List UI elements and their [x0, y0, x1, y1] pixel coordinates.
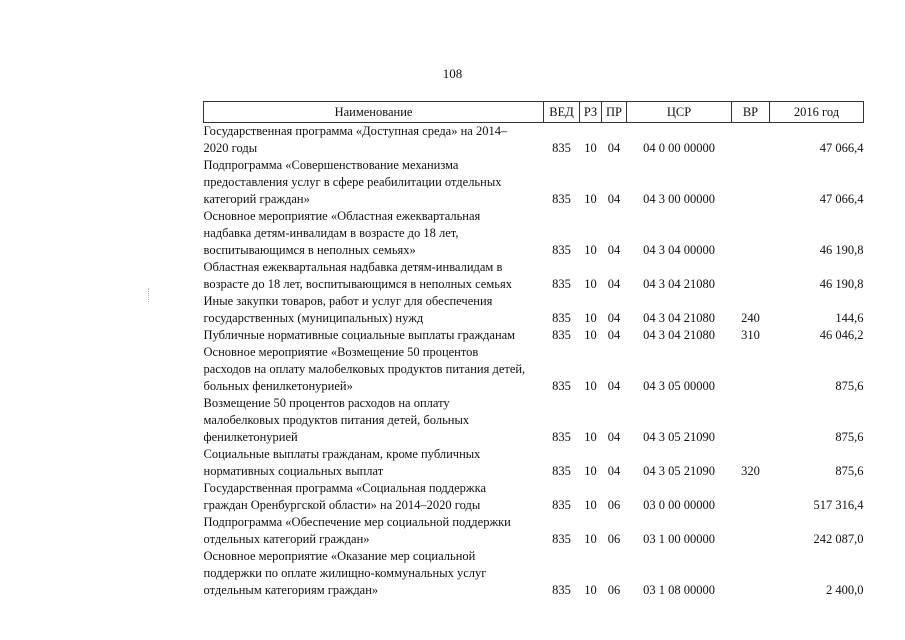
row-pr: 06 [607, 583, 621, 597]
row-rz: 10 [584, 311, 597, 325]
row-amount: 46 190,8 [819, 243, 864, 257]
row-name-line: Публичные нормативные социальные выплаты гражданам [203, 328, 516, 342]
row-amount: 46 190,8 [819, 277, 864, 291]
row-vr [732, 548, 770, 599]
row-ved: 835 [552, 328, 571, 342]
row-rz: 10 [584, 379, 597, 393]
header-rz: РЗ [580, 102, 602, 123]
row-rz: 10 [584, 141, 597, 155]
table-row [204, 293, 864, 327]
row-pr: 04 [607, 464, 621, 478]
table-row [204, 480, 864, 514]
table-header-row [204, 102, 864, 123]
row-name-line: Основное мероприятие «Оказание мер социальной [203, 549, 476, 563]
row-name-line: отдельных категорий граждан» [203, 532, 370, 546]
row-ved: 835 [552, 464, 571, 478]
header-year: 2016 год [770, 102, 864, 123]
row-pr: 04 [607, 243, 621, 257]
row-ved: 835 [552, 311, 571, 325]
row-name-line: 2020 годы [203, 141, 258, 155]
row-name [204, 123, 544, 158]
row-name-line: отдельным категориям граждан» [203, 583, 379, 597]
row-ved: 835 [552, 277, 571, 291]
row-name-line: поддержки по оплате жилищно-коммунальных услуг [203, 566, 487, 580]
row-csr: 04 3 04 21080 [643, 311, 715, 325]
row-name-line: Иные закупки товаров, работ и услуг для обеспечения [203, 294, 493, 308]
row-csr: 03 1 08 00000 [643, 583, 715, 597]
row-rz: 10 [584, 430, 597, 444]
row-name [204, 514, 544, 548]
table-row [204, 208, 864, 259]
row-ved: 835 [552, 192, 571, 206]
row-csr: 04 3 04 21080 [643, 277, 715, 291]
row-name-line: нормативных социальных выплат [203, 464, 384, 478]
table-row [204, 548, 864, 599]
row-name-line: Основное мероприятие «Возмещение 50 процентов [203, 345, 479, 359]
row-ved: 835 [552, 243, 571, 257]
table-row [204, 123, 864, 158]
header-name: Наименование [204, 102, 544, 123]
row-name-line: возрасте до 18 лет, воспитывающимся в неполных семьях [203, 277, 512, 291]
row-vr [732, 157, 770, 208]
row-pr: 06 [607, 532, 621, 546]
row-name-line: малобелковых продуктов питания детей, больных [203, 413, 470, 427]
row-vr [732, 395, 770, 446]
row-name-line: надбавка детям-инвалидам в возрасте до 18 лет, [203, 226, 459, 240]
row-vr [732, 259, 770, 293]
row-name-line: Основное мероприятие «Областная ежеквартальная [203, 209, 481, 223]
header-ved: ВЕД [544, 102, 580, 123]
row-pr: 04 [607, 328, 621, 342]
row-amount: 46 046,2 [819, 328, 864, 342]
row-amount: 47 066,4 [819, 192, 864, 206]
row-vr: 240 [741, 311, 760, 325]
row-vr [732, 514, 770, 548]
row-csr: 04 3 00 00000 [643, 192, 715, 206]
row-pr: 06 [607, 498, 621, 512]
row-name [204, 446, 544, 480]
header-vr: ВР [732, 102, 770, 123]
row-name-line: граждан Оренбургской области» на 2014–2020 годы [203, 498, 481, 512]
row-name-line: Подпрограмма «Обеспечение мер социальной поддержки [203, 515, 511, 529]
row-ved: 835 [552, 532, 571, 546]
row-name [204, 208, 544, 259]
row-name [204, 395, 544, 446]
budget-table [203, 101, 864, 599]
row-pr: 04 [607, 277, 621, 291]
row-ved: 835 [552, 583, 571, 597]
row-name [204, 293, 544, 327]
row-csr: 04 3 05 21090 [643, 464, 715, 478]
row-csr: 03 1 00 00000 [643, 532, 715, 546]
header-csr: ЦСР [627, 102, 732, 123]
row-rz: 10 [584, 583, 597, 597]
row-rz: 10 [584, 464, 597, 478]
row-amount: 47 066,4 [819, 141, 864, 155]
row-name-line: Государственная программа «Социальная поддержка [203, 481, 486, 495]
row-csr: 04 0 00 00000 [643, 141, 715, 155]
row-vr [732, 208, 770, 259]
row-name [204, 157, 544, 208]
row-name-line: воспитывающимся в неполных семьях» [203, 243, 416, 257]
row-name-line: категорий граждан» [203, 192, 310, 206]
table-row [204, 514, 864, 548]
row-name-line: государственных (муниципальных) нужд [203, 311, 424, 325]
row-name-line: Возмещение 50 процентов расходов на оплату [203, 396, 450, 410]
row-pr: 04 [607, 192, 621, 206]
row-name [204, 480, 544, 514]
table-row [204, 327, 864, 344]
row-amount: 144,6 [835, 311, 864, 325]
row-rz: 10 [584, 277, 597, 291]
row-rz: 10 [584, 192, 597, 206]
row-vr [732, 123, 770, 158]
table-row [204, 344, 864, 395]
row-name [204, 344, 544, 395]
row-name-line: предоставления услуг в сфере реабилитации отдельных [203, 175, 502, 189]
row-csr: 04 3 05 21090 [643, 430, 715, 444]
row-pr: 04 [607, 311, 621, 325]
row-csr: 04 3 04 21080 [643, 328, 715, 342]
row-ved: 835 [552, 379, 571, 393]
row-name-line: Социальные выплаты гражданам, кроме публичных [203, 447, 481, 461]
row-ved: 835 [552, 430, 571, 444]
row-amount: 517 316,4 [813, 498, 864, 512]
table-row [204, 395, 864, 446]
row-csr: 04 3 04 00000 [643, 243, 715, 257]
row-name-line: фенилкетонурией [203, 430, 298, 444]
row-name-line: расходов на оплату малобелковых продуктов питания детей, [203, 362, 526, 376]
row-name-line: Государственная программа «Доступная среда» на 2014– [203, 124, 508, 138]
header-pr: ПР [602, 102, 627, 123]
table-row [204, 446, 864, 480]
margin-mark [148, 288, 155, 302]
row-vr [732, 344, 770, 395]
row-name [204, 327, 544, 344]
row-rz: 10 [584, 328, 597, 342]
table-row [204, 157, 864, 208]
row-rz: 10 [584, 532, 597, 546]
table-row [204, 259, 864, 293]
page-number: 108 [442, 66, 463, 81]
row-amount: 875,6 [835, 464, 864, 478]
row-pr: 04 [607, 430, 621, 444]
row-pr: 04 [607, 379, 621, 393]
row-name-line: Подпрограмма «Совершенствование механизма [203, 158, 459, 172]
row-name-line: больных фенилкетонурией» [203, 379, 353, 393]
row-csr: 03 0 00 00000 [643, 498, 715, 512]
row-amount: 242 087,0 [813, 532, 864, 546]
row-vr: 310 [741, 328, 760, 342]
row-amount: 2 400,0 [826, 583, 864, 597]
row-amount: 875,6 [835, 379, 864, 393]
row-vr [732, 480, 770, 514]
table-body [204, 123, 864, 600]
row-name [204, 548, 544, 599]
row-name-line: Областная ежеквартальная надбавка детям-инвалидам в [203, 260, 503, 274]
row-pr: 04 [607, 141, 621, 155]
row-ved: 835 [552, 141, 571, 155]
row-ved: 835 [552, 498, 571, 512]
row-amount: 875,6 [835, 430, 864, 444]
row-rz: 10 [584, 498, 597, 512]
row-csr: 04 3 05 00000 [643, 379, 715, 393]
row-name [204, 259, 544, 293]
row-vr: 320 [741, 464, 760, 478]
row-rz: 10 [584, 243, 597, 257]
